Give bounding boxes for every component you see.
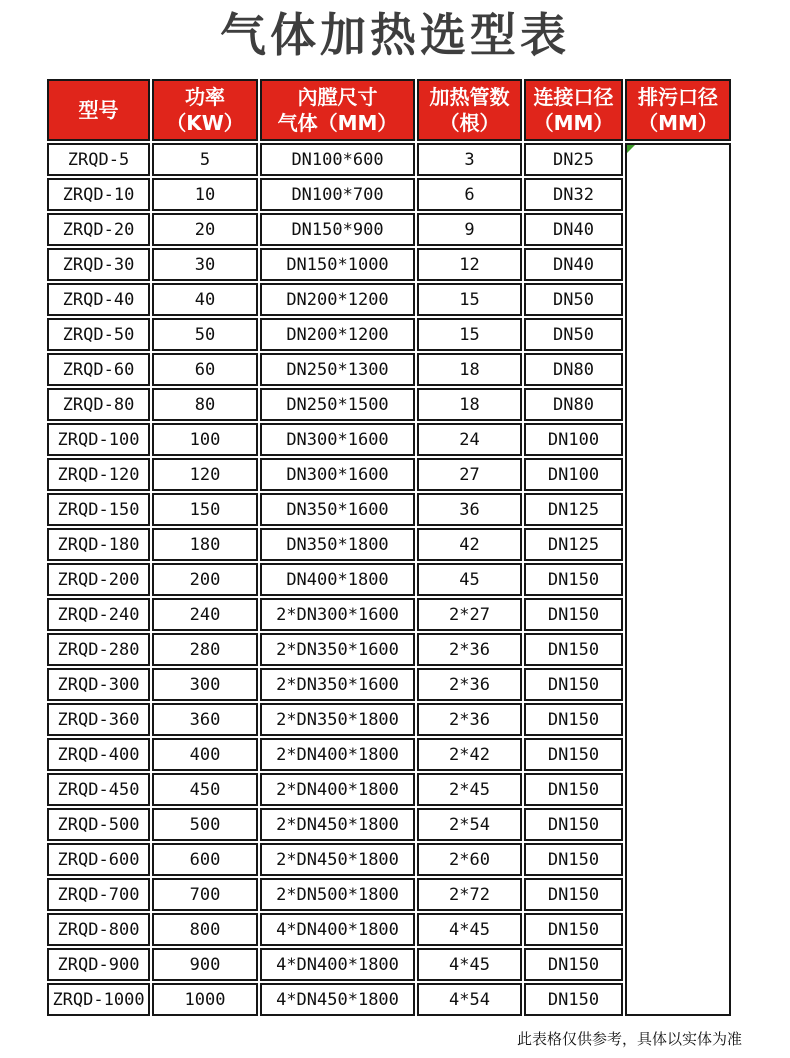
column-header-model bbox=[47, 79, 150, 141]
cell-tubes: 2*54 bbox=[417, 808, 522, 841]
cell-chamber: 2*DN350*1600 bbox=[260, 668, 415, 701]
cell-power: 10 bbox=[152, 178, 258, 211]
cell-connection: DN150 bbox=[524, 913, 623, 946]
cell-power: 360 bbox=[152, 703, 258, 736]
page-title: 气体加热选型表 bbox=[220, 8, 570, 62]
cell-power: 1000 bbox=[152, 983, 258, 1016]
cell-connection: DN100 bbox=[524, 458, 623, 491]
cell-power: 5 bbox=[152, 143, 258, 176]
cell-power: 50 bbox=[152, 318, 258, 351]
cell-connection: DN50 bbox=[524, 318, 623, 351]
table-row bbox=[47, 143, 731, 176]
cell-model: ZRQD-400 bbox=[47, 738, 150, 771]
cell-tubes: 18 bbox=[417, 353, 522, 386]
cell-model: ZRQD-280 bbox=[47, 633, 150, 666]
cell-chamber: DN350*1800 bbox=[260, 528, 415, 561]
cell-tubes: 15 bbox=[417, 318, 522, 351]
cell-model: ZRQD-800 bbox=[47, 913, 150, 946]
cell-connection: DN50 bbox=[524, 283, 623, 316]
cell-model: ZRQD-60 bbox=[47, 353, 150, 386]
cell-connection: DN150 bbox=[524, 633, 623, 666]
cell-chamber: 2*DN450*1800 bbox=[260, 843, 415, 876]
cell-power: 450 bbox=[152, 773, 258, 806]
cell-tubes: 9 bbox=[417, 213, 522, 246]
cell-model: ZRQD-240 bbox=[47, 598, 150, 631]
cell-model: ZRQD-360 bbox=[47, 703, 150, 736]
cell-connection: DN125 bbox=[524, 493, 623, 526]
cell-chamber: DN400*1800 bbox=[260, 563, 415, 596]
cell-model: ZRQD-150 bbox=[47, 493, 150, 526]
header-label: 內膛尺寸 bbox=[297, 85, 378, 109]
cell-model: ZRQD-700 bbox=[47, 878, 150, 911]
cell-connection: DN150 bbox=[524, 983, 623, 1016]
cell-model: ZRQD-5 bbox=[47, 143, 150, 176]
cell-tubes: 2*72 bbox=[417, 878, 522, 911]
cell-connection: DN150 bbox=[524, 878, 623, 911]
cell-chamber: DN350*1600 bbox=[260, 493, 415, 526]
cell-connection: DN80 bbox=[524, 353, 623, 386]
cell-power: 900 bbox=[152, 948, 258, 981]
cell-model: ZRQD-10 bbox=[47, 178, 150, 211]
header-row bbox=[47, 79, 731, 141]
cell-tubes: 15 bbox=[417, 283, 522, 316]
cell-tubes: 4*45 bbox=[417, 948, 522, 981]
cell-chamber: 4*DN450*1800 bbox=[260, 983, 415, 1016]
cell-model: ZRQD-500 bbox=[47, 808, 150, 841]
header-label: 型号 bbox=[78, 98, 119, 122]
column-header-connection bbox=[524, 79, 623, 141]
cell-chamber: DN300*1600 bbox=[260, 458, 415, 491]
cell-power: 120 bbox=[152, 458, 258, 491]
header-label: （MM） bbox=[638, 111, 718, 135]
cell-model: ZRQD-80 bbox=[47, 388, 150, 421]
column-header-chamber bbox=[260, 79, 415, 141]
header-label: 功率 bbox=[185, 85, 225, 109]
cell-model: ZRQD-1000 bbox=[47, 983, 150, 1016]
cell-tubes: 12 bbox=[417, 248, 522, 281]
cell-chamber: DN100*700 bbox=[260, 178, 415, 211]
cell-connection: DN40 bbox=[524, 213, 623, 246]
cell-chamber: DN250*1300 bbox=[260, 353, 415, 386]
cell-tubes: 2*36 bbox=[417, 703, 522, 736]
cell-power: 200 bbox=[152, 563, 258, 596]
cell-chamber: DN250*1500 bbox=[260, 388, 415, 421]
header-label: 加热管数 bbox=[429, 85, 510, 109]
cell-connection: DN150 bbox=[524, 948, 623, 981]
cell-connection: DN150 bbox=[524, 843, 623, 876]
cell-chamber: 2*DN350*1600 bbox=[260, 633, 415, 666]
cell-chamber: 2*DN300*1600 bbox=[260, 598, 415, 631]
cell-chamber: 4*DN400*1800 bbox=[260, 913, 415, 946]
cell-chamber: 2*DN450*1800 bbox=[260, 808, 415, 841]
column-header-drain bbox=[625, 79, 731, 141]
cell-power: 20 bbox=[152, 213, 258, 246]
cell-tubes: 2*36 bbox=[417, 633, 522, 666]
cell-tubes: 2*27 bbox=[417, 598, 522, 631]
column-header-power bbox=[152, 79, 258, 141]
cell-power: 60 bbox=[152, 353, 258, 386]
header-label: 气体（MM） bbox=[277, 111, 398, 135]
cell-tubes: 6 bbox=[417, 178, 522, 211]
cell-model: ZRQD-30 bbox=[47, 248, 150, 281]
footnote: 此表格仅供参考，具体以实体为准 bbox=[516, 1030, 742, 1048]
cell-model: ZRQD-120 bbox=[47, 458, 150, 491]
cell-connection: DN40 bbox=[524, 248, 623, 281]
cell-tubes: 4*45 bbox=[417, 913, 522, 946]
cell-connection: DN150 bbox=[524, 808, 623, 841]
cell-drain-merged bbox=[625, 143, 731, 1016]
cell-model: ZRQD-450 bbox=[47, 773, 150, 806]
spec-table bbox=[45, 77, 733, 1018]
cell-connection: DN25 bbox=[524, 143, 623, 176]
cell-power: 280 bbox=[152, 633, 258, 666]
cell-tubes: 18 bbox=[417, 388, 522, 421]
cell-power: 180 bbox=[152, 528, 258, 561]
cell-power: 400 bbox=[152, 738, 258, 771]
cell-power: 30 bbox=[152, 248, 258, 281]
cell-connection: DN80 bbox=[524, 388, 623, 421]
cell-tubes: 2*42 bbox=[417, 738, 522, 771]
cell-power: 40 bbox=[152, 283, 258, 316]
cell-chamber: 2*DN400*1800 bbox=[260, 773, 415, 806]
cell-power: 150 bbox=[152, 493, 258, 526]
cell-connection: DN125 bbox=[524, 528, 623, 561]
cell-power: 240 bbox=[152, 598, 258, 631]
cell-chamber: DN200*1200 bbox=[260, 318, 415, 351]
cell-chamber: 2*DN500*1800 bbox=[260, 878, 415, 911]
cell-connection: DN150 bbox=[524, 598, 623, 631]
cell-power: 300 bbox=[152, 668, 258, 701]
cell-chamber: DN200*1200 bbox=[260, 283, 415, 316]
cell-connection: DN150 bbox=[524, 773, 623, 806]
cell-model: ZRQD-900 bbox=[47, 948, 150, 981]
cell-chamber: DN100*600 bbox=[260, 143, 415, 176]
cell-model: ZRQD-600 bbox=[47, 843, 150, 876]
cell-connection: DN150 bbox=[524, 738, 623, 771]
header-label: 排污口径 bbox=[638, 85, 718, 109]
cell-model: ZRQD-50 bbox=[47, 318, 150, 351]
cell-connection: DN100 bbox=[524, 423, 623, 456]
cell-tubes: 36 bbox=[417, 493, 522, 526]
cell-tubes: 24 bbox=[417, 423, 522, 456]
cell-tubes: 42 bbox=[417, 528, 522, 561]
cell-tubes: 3 bbox=[417, 143, 522, 176]
cell-connection: DN150 bbox=[524, 668, 623, 701]
cell-connection: DN150 bbox=[524, 563, 623, 596]
header-label: （KW） bbox=[166, 111, 244, 135]
cell-power: 800 bbox=[152, 913, 258, 946]
cell-chamber: 2*DN400*1800 bbox=[260, 738, 415, 771]
cell-model: ZRQD-100 bbox=[47, 423, 150, 456]
cell-model: ZRQD-200 bbox=[47, 563, 150, 596]
cell-chamber: 2*DN350*1800 bbox=[260, 703, 415, 736]
cell-tubes: 27 bbox=[417, 458, 522, 491]
cell-power: 600 bbox=[152, 843, 258, 876]
cell-power: 100 bbox=[152, 423, 258, 456]
cell-connection: DN32 bbox=[524, 178, 623, 211]
cell-connection: DN150 bbox=[524, 703, 623, 736]
cell-chamber: DN150*1000 bbox=[260, 248, 415, 281]
column-header-tubes bbox=[417, 79, 522, 141]
cell-chamber: DN150*900 bbox=[260, 213, 415, 246]
cell-chamber: DN300*1600 bbox=[260, 423, 415, 456]
cell-model: ZRQD-20 bbox=[47, 213, 150, 246]
cell-tubes: 2*36 bbox=[417, 668, 522, 701]
header-label: （根） bbox=[439, 111, 500, 135]
cell-tubes: 4*54 bbox=[417, 983, 522, 1016]
cell-power: 80 bbox=[152, 388, 258, 421]
cell-model: ZRQD-300 bbox=[47, 668, 150, 701]
cell-model: ZRQD-40 bbox=[47, 283, 150, 316]
cell-tubes: 45 bbox=[417, 563, 522, 596]
cell-power: 500 bbox=[152, 808, 258, 841]
cell-tubes: 2*60 bbox=[417, 843, 522, 876]
cell-tubes: 2*45 bbox=[417, 773, 522, 806]
cell-model: ZRQD-180 bbox=[47, 528, 150, 561]
green-corner-indicator-icon bbox=[627, 145, 635, 153]
cell-power: 700 bbox=[152, 878, 258, 911]
cell-chamber: 4*DN400*1800 bbox=[260, 948, 415, 981]
header-label: 连接口径 bbox=[533, 85, 614, 109]
header-label: （MM） bbox=[533, 111, 614, 135]
